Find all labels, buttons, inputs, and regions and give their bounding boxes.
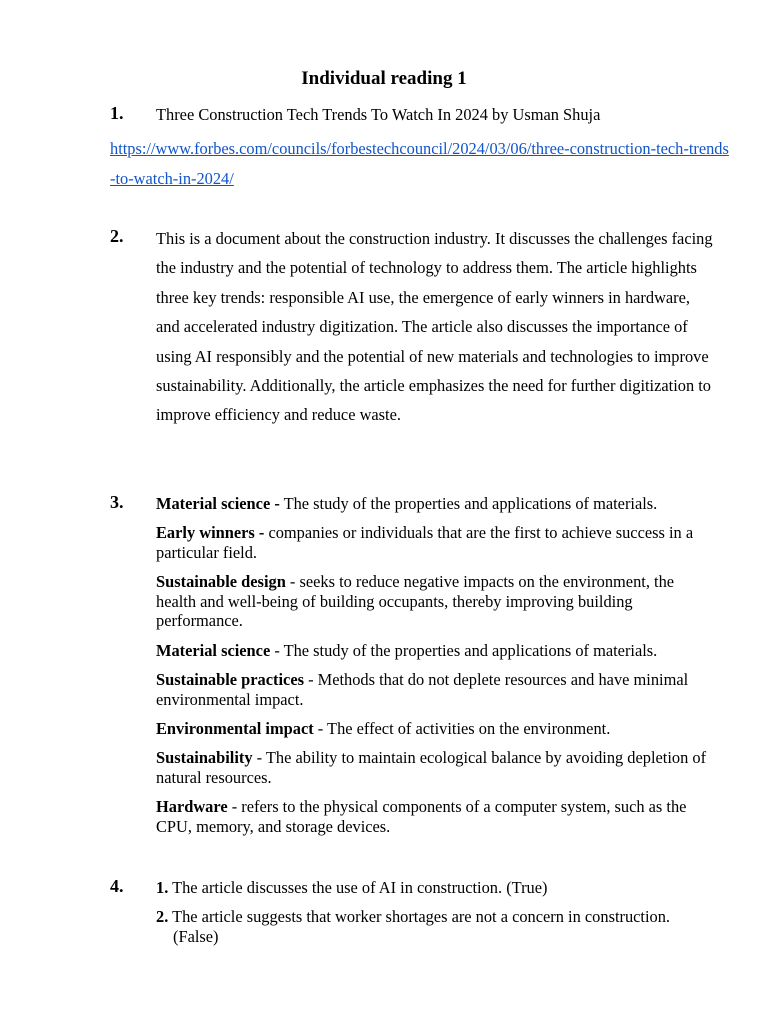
document-title: Individual reading 1 [301,68,467,89]
item-text: The article discusses the use of AI in construction. (True) [168,878,548,897]
definition-item [156,797,716,836]
definition-text: - The ability to maintain ecological balance by avoiding depletion of natural resources. [156,748,707,787]
definition-item [156,670,716,709]
section-4-number: 4. [110,876,124,896]
definition-item [156,719,716,739]
article-citation: Three Construction Tech Trends To Watch In 2024 by Usman Shuja [156,105,601,124]
definition-item [156,748,716,787]
article-link[interactable]: https://www.forbes.com/councils/forbestechcouncil/2024/03/06/three-construction-tech-trends-to-watch-in-2024/ [110,139,729,188]
definition-text: - The effect of activities on the environment. [313,719,611,738]
true-false-item [156,907,673,946]
definition-text: - seeks to reduce negative impacts on the environment, the health and well-being of building occupants, thereby improving building performance. [156,572,675,630]
item-number: 2. [156,907,169,926]
definition-term: Sustainable design [156,572,286,591]
definition-term: Material science [156,641,271,660]
section-2-number: 2. [110,226,124,246]
summary-paragraph: This is a document about the construction industry. It discusses the challenges facing the industry and the potential of technology to address them. The article highlights three key trends: responsible AI use, the emergence of early winners in hardware, and accelerated industry digitization. The article also discusses the importance of using AI responsibly and the potential of new materials and technologies to improve sustainability. Additionally, the article emphasizes the need for further digitization to improve efficiency and reduce waste. [156,229,713,425]
definition-item [156,523,716,562]
definition-text: - refers to the physical components of a computer system, such as the CPU, memory, and storage devices. [156,797,687,836]
definition-term: Sustainability [156,748,253,767]
definition-item [156,641,716,661]
section-3-number: 3. [110,492,124,512]
definition-text: companies or individuals that are the first to achieve success in a particular field. [156,523,694,562]
item-text: The article suggests that worker shortages are not a concern in construction. (False) [168,907,671,946]
definition-term: Material science - [156,494,280,513]
true-false-item [156,878,673,898]
definition-text: - Methods that do not deplete resources and have minimal environmental impact. [156,670,689,709]
section-1-number: 1. [110,103,124,123]
item-number: 1. [156,878,169,897]
definition-term: Hardware [156,797,228,816]
definition-item [156,572,716,631]
definition-text: - The study of the properties and applications of materials. [270,641,658,660]
definition-item [156,494,716,514]
definition-term: Sustainable practices [156,670,304,689]
definition-text: The study of the properties and applications of materials. [279,494,658,513]
definition-term: Environmental impact [156,719,314,738]
definition-term: Early winners - [156,523,265,542]
